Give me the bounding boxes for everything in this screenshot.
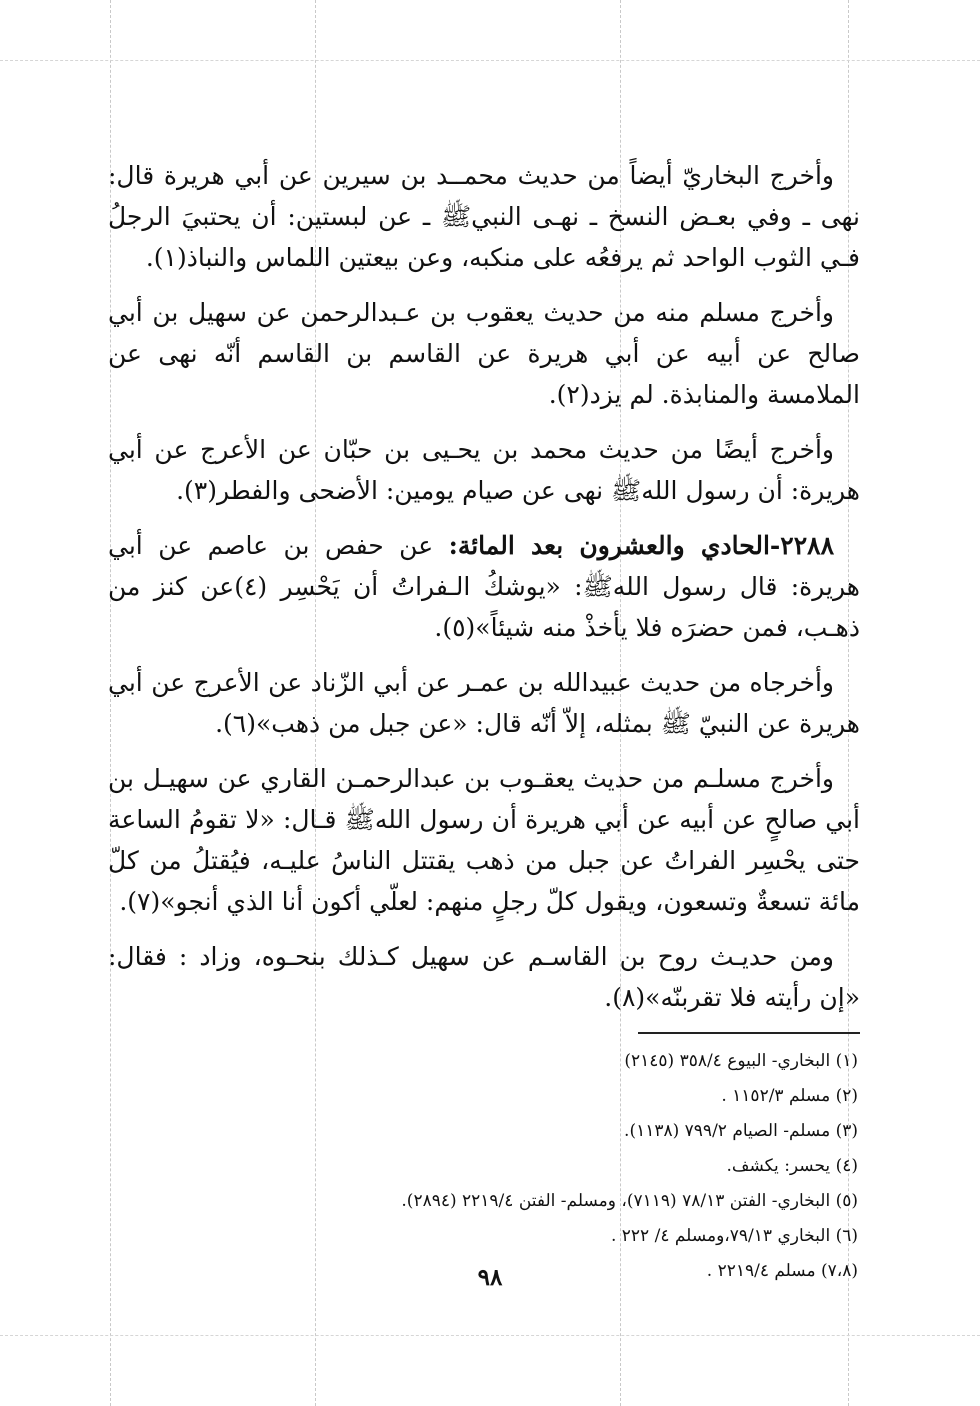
- page-number: ٩٨: [477, 1264, 503, 1291]
- hadith-heading: ٢٢٨٨-الحادي والعشرون بعد المائة:: [448, 531, 834, 560]
- paragraph-bukhari-sirin: وأخرج البخاريّ أيضاً من حديث محمــد بن سيرين عن أبي هريرة قال: نهى ـ وفي بعـض النسخ ـ نهـى النبيﷺ ـ عن لبستين: أن يحتبيَ الرجلُ فـي الثوب الواحد ثم يرفعُه على منكبه، وعن بيعتين اللماس والنباذ(١).: [108, 161, 860, 272]
- hadith-text: قال رسول اللهﷺ: «يوشكُ الـفراتُ أن يَحْسِر (٤)عن كنز من ذهـب، فمن حضرَه فلا يأخذْ منه شيئاً»(٥).: [108, 572, 860, 642]
- footnote-6: (٦) البخاري ٧٩/١٣،ومسلم ٤/ ٢٢٢ .: [610, 1226, 858, 1246]
- row-guide-line: [0, 60, 980, 61]
- footnotes: [108, 1044, 860, 1289]
- footnote-separator: [638, 1032, 860, 1034]
- footnote-3: (٣) مسلم- الصيام ٧٩٩/٢ (١١٣٨).: [624, 1121, 858, 1141]
- paragraph-ubaidullah: وأخرجاه من حديث عبيدالله بن عمـر عن أبي الزّناد عن الأعرج عن أبي هريرة عن النبيّ ﷺ بمثله، إلاّ أنّه قال: «عن جبل من ذهب»(٦).: [108, 668, 860, 738]
- paragraph-muslim-suhail: وأخرج مسلـم من حديث يعقـوب بن عبدالرحمـن القاري عن سهيـل بن أبي صالحٍ عن أبيه عن أبي هريرة أن رسول اللهﷺ قـال: «لا تقومُ الساعة حتى يحْسِر الفراتُ عن جبل من ذهب يقتتل الناسُ عليـه، فيُقتلُ من كلّ مائة تسعةٌ وتسعون، ويقول كلّ رجلٍ منهم: لعلّي أكون أنا الذي أنجو»(٧).: [108, 764, 860, 916]
- footnote-7-8: (٧،٨) مسلم ٢٢١٩/٤ .: [706, 1261, 858, 1281]
- footnote-1: (١) البخاري- البيوع ٣٥٨/٤ (٢١٤٥): [624, 1051, 858, 1071]
- paragraph-rawh: ومن حديـث روح بن القاسـم عن سهيل كـذلك بنحـوه، وزاد : فقال: «إن رأيته فلا تقربنّه»(٨).: [108, 942, 860, 1012]
- footnote-2: (٢) مسلم ١١٥٢/٣ .: [721, 1086, 858, 1106]
- document-page: [108, 155, 860, 1289]
- row-guide-line: [0, 1335, 980, 1336]
- footnote-5: (٥) البخاري- الفتن ٧٨/١٣ (٧١١٩)، ومسلم- الفتن ٢٢١٩/٤ (٢٨٩٤).: [401, 1191, 858, 1211]
- paragraph-hadith-2288: [108, 525, 860, 648]
- hadith-lead: عن حفص بن عاصم عن أبي هريرة:: [108, 531, 860, 601]
- footnote-4: (٤) يحسر: يكشف.: [726, 1156, 858, 1176]
- paragraph-muslim-yaqub: وأخرج مسلم منه من حديث يعقوب بن عـبدالرحمن عن سهيل بن أبي صالح عن أبيه عن أبي هريرة عن القاسم بن القاسم أنّه نهى عن الملامسة والمنابذة. لم يزد(٢).: [108, 298, 860, 409]
- paragraph-muhammad-yahya: وأخرج أيضًا من حديث محمد بن يحـيى بن حبّان عن الأعرج عن أبي هريرة: أن رسول اللهﷺ نهى عن صيام يومين: الأضحى والفطر(٣).: [108, 435, 860, 505]
